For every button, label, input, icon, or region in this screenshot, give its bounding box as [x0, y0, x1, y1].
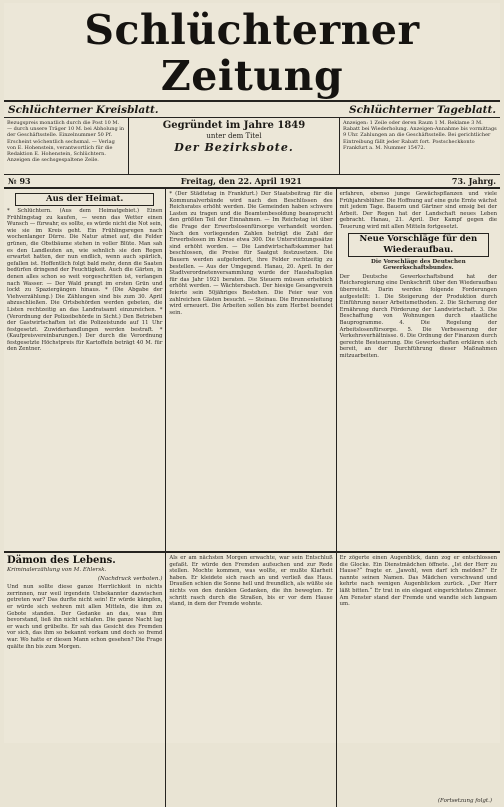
subtitle-left: Schlüchterner Kreisblatt.	[8, 104, 159, 116]
serial-title: Dämon des Lebens.	[7, 555, 116, 566]
column-heimat	[4, 189, 166, 551]
column-middle	[166, 189, 336, 551]
masthead-title: Schlüchterner Zeitung	[84, 6, 420, 100]
serial-continued: (Fortsetzung folgt.)	[437, 798, 492, 805]
wiederaufbau-subheading: Die Vorschläge des Deutschen Gewerkschaftsbundes.	[370, 258, 466, 272]
advertising-info: Anzeigen: 1 Zeile oder deren Raum 1 M. Reklame 3 M. Rabatt bei Wiederholung. Anzeigen-Annahme bis vormittags 9 Uhr. Zahlungen an die Geschäftsstelle. Bei gerichtlicher Eintreibung fällt jeder Rabatt fort. Postscheckkonto Frankfurt a. M. Nummer 15472.	[339, 118, 500, 174]
newspaper-page	[4, 3, 500, 805]
serial-text-2: Als er am nächsten Morgen erwachte, war sein Entschluß gefaßt. Er würde den Fremden aufsuchen und zur Rede stellen. Mochte kommen, was wollte, er mußte Klarheit haben. Er kleidete sich rasch an und verließ das Haus. Draußen schien die Sonne hell und freundlich, als wüßte sie nichts von den dunklen Gedanken, die ihn bewegten. Er schritt rasch durch die Straßen, bis er vor dem Hause stand, in dem der Fremde wohnte.	[169, 555, 333, 608]
serial-subtitle: Kriminalerzählung von M. Ehlersk.	[7, 567, 107, 573]
right-text-bottom: Der Deutsche Gewerkschaftsbund hat der Reichsregierung eine Denkschrift über den Wiederaufbau überreicht. Darin werden folgende Forderungen aufgestellt: 1. Die Steigerung der Produktion durch Einführung neuer Arbeitsmethoden. 2. Die Sicherung der Ernährung durch Förderung der Landwirtschaft. 3. Die Beschaffung von Wohnungen durch staatliche Bauprogramme. 4. Die Regelung der Arbeitslosenfürsorge. 5. Die Verbesserung der Verkehrsverhältnisse. 6. Die Ordnung der Finanzen durch gerechte Besteuerung. Die Gewerkschaften erklären sich bereit, an der Durchführung dieser Maßnahmen mitzuarbeiten.	[339, 273, 497, 359]
under-title-line: unter dem Titel	[206, 132, 262, 140]
info-band	[4, 118, 500, 175]
subscription-info: Bezugspreis monatlich durch die Post 10 M. — durch unsere Träger 10 M. bei Abholung in der Geschäftsstelle. Einzelnummer 50 Pf. Erscheint wöchentlich sechsmal. — Verlag von E. Hohenstein, verantwortlich für die Redaktion E. Hohenstein, Schlüchtern. Anzeigen die sechsgespaltene Zeile.	[4, 118, 129, 174]
feuilleton-section	[4, 551, 500, 807]
serial-text-3: Er zögerte einen Augenblick, dann zog er entschlossen die Glocke. Ein Dienstmädchen öffnete. „Ist der Herr zu Hause?“ fragte er. „Jawohl, wen darf ich melden?“ Er nannte seinen Namen. Das Mädchen verschwand und kehrte nach wenigen Augenblicken zurück. „Der Herr läßt bitten.“ Er trat in ein elegant eingerichtetes Zimmer. Am Fenster stand der Fremde und wandte sich langsam um.	[339, 555, 497, 608]
serial-reprint-note: (Nachdruck verboten.)	[97, 575, 163, 582]
heimat-heading: Aus der Heimat.	[15, 193, 154, 206]
founding-info	[129, 118, 339, 174]
serial-column-3	[337, 553, 500, 807]
column-right	[337, 189, 500, 551]
old-title: Der Bezirksbote.	[174, 141, 294, 154]
issue-number: № 93	[8, 176, 31, 186]
right-text-top: erfahren, ebenso junge Gewächspflanzen und viele Frühjahrsblüher. Die Hoffnung auf eine gute Ernte wächst mit jedem Tage. Bauern und Gärtner sind emsig bei der Arbeit. Der Regen hat der Landschaft neues Leben gebracht. Hanau, 21. April. Der Kampf gegen die Teuerung wird mit allen Mitteln fortgesetzt.	[339, 191, 497, 230]
subtitle-right: Schlüchterner Tageblatt.	[349, 104, 496, 116]
founded-line: Gegründet im Jahre 1849	[162, 120, 306, 131]
serial-text-1: Und nun sollte diese ganze Herrlichkeit in nichts zerrinnen, nur weil irgendein Unbekannter dazwischen getreten war? Das durfte nicht sein! Er würde kämpfen, er würde sich wehren mit allen Mitteln, die ihm zu Gebote standen. Der Gedanke an das, was ihm bevorstand, ließ ihn nicht schlafen. Die ganze Nacht lag er wach und grübelte. Er sah das Gesicht des Fremden vor sich, das ihm so bekannt vorkam und doch so fremd war. Wo hatte er diesen Mann schon gesehen? Die Frage quälte ihn bis zum Morgen.	[7, 584, 163, 650]
wiederaufbau-heading: Neue Vorschläge für den Wiederaufbau.	[348, 233, 489, 257]
middle-text: * (Der Städtetag in Frankfurt.) Der Staatsbeitrag für die Kommunalverbände wird nach den Beschlüssen des Reichsrates erhöht werden. Die Gemeinden haben schwere Lasten zu tragen und die Beamtenbesoldung beansprucht den größten Teil der Einnahmen. — Im Reichstag ist über die Frage der Erwerbslosenfürsorge verhandelt worden. Nach den vorliegenden Zahlen beträgt die Zahl der Erwerbslosen im Kreise etwa 300. Die Unterstützungssätze sind erhöht worden. — Die Landwirtschaftskammer hat beschlossen, die Preise für Saatgut festzusetzen. Die Bauern werden aufgefordert, ihre Felder rechtzeitig zu bestellen. — Aus der Umgegend. Hanau, 20. April. In der Stadtverordnetenversammlung wurde der Haushaltsplan für das Jahr 1921 beraten. Die Steuern müssen erheblich erhöht werden. — Wächtersbach. Der hiesige Gesangverein feierte sein 50jähriges Bestehen. Die Feier war von zahlreichen Gästen besucht. — Steinau. Die Brunnenleitung wird erneuert. Die Arbeiten sollen bis zum Herbst beendet sein.	[169, 191, 333, 316]
heimat-text: * Schlüchtern. (Aus dem Heimatgebiet.) Einen Frühlingstag zu kaufen, — wenn das Wetter einen Wunsch — fürwahr, es sollte, es würde nicht die Not sein, wie sie im Kreis geht. Ein Frühlingsregen nach wochenlanger Dürre. Die Natur atmet auf, die Felder grünen, die Obstbäume stehen in voller Blüte. Man sah es den Landleuten an, wie sehnlich sie den Regen erwartet hatten, der nun endlich, wenn auch spärlich, gefallen ist. Hoffentlich folgt bald mehr, denn die Saaten bedürfen dringend der Feuchtigkeit. Auch die Gärten, in denen alles schon so weit vorgeschritten ist, verlangen nach Wasser. — Der Wald prangt im ersten Grün und lockt zu Spaziergängen hinaus. * (Die Abgabe der Viehverzählung.) Die Zählungen sind bis zum 30. April abzuschließen. Die Ortsbehörden werden gebeten, die Listen rechtzeitig an das Landratsamt einzureichen. * (Verordnung der Polizeibehörde in Sicht.) Den Betrieben der Gastwirtschaften ist die Polizeistunde auf 11 Uhr festgesetzt. Zuwiderhandlungen werden bestraft. * (Kaufpreisvereinbarungen.) Der durch die Verordnung festgesetzte Höchstpreis für Kartoffeln beträgt 40 M. für den Zentner.	[7, 208, 163, 353]
masthead-subtitles	[4, 103, 500, 117]
serial-column-1	[4, 553, 166, 807]
serial-column-2	[166, 553, 336, 807]
volume-number: 73. Jahrg.	[451, 176, 496, 186]
issue-date: Freitag, den 22. April 1921	[180, 176, 302, 186]
dateline	[4, 175, 500, 189]
upper-columns	[4, 189, 500, 551]
